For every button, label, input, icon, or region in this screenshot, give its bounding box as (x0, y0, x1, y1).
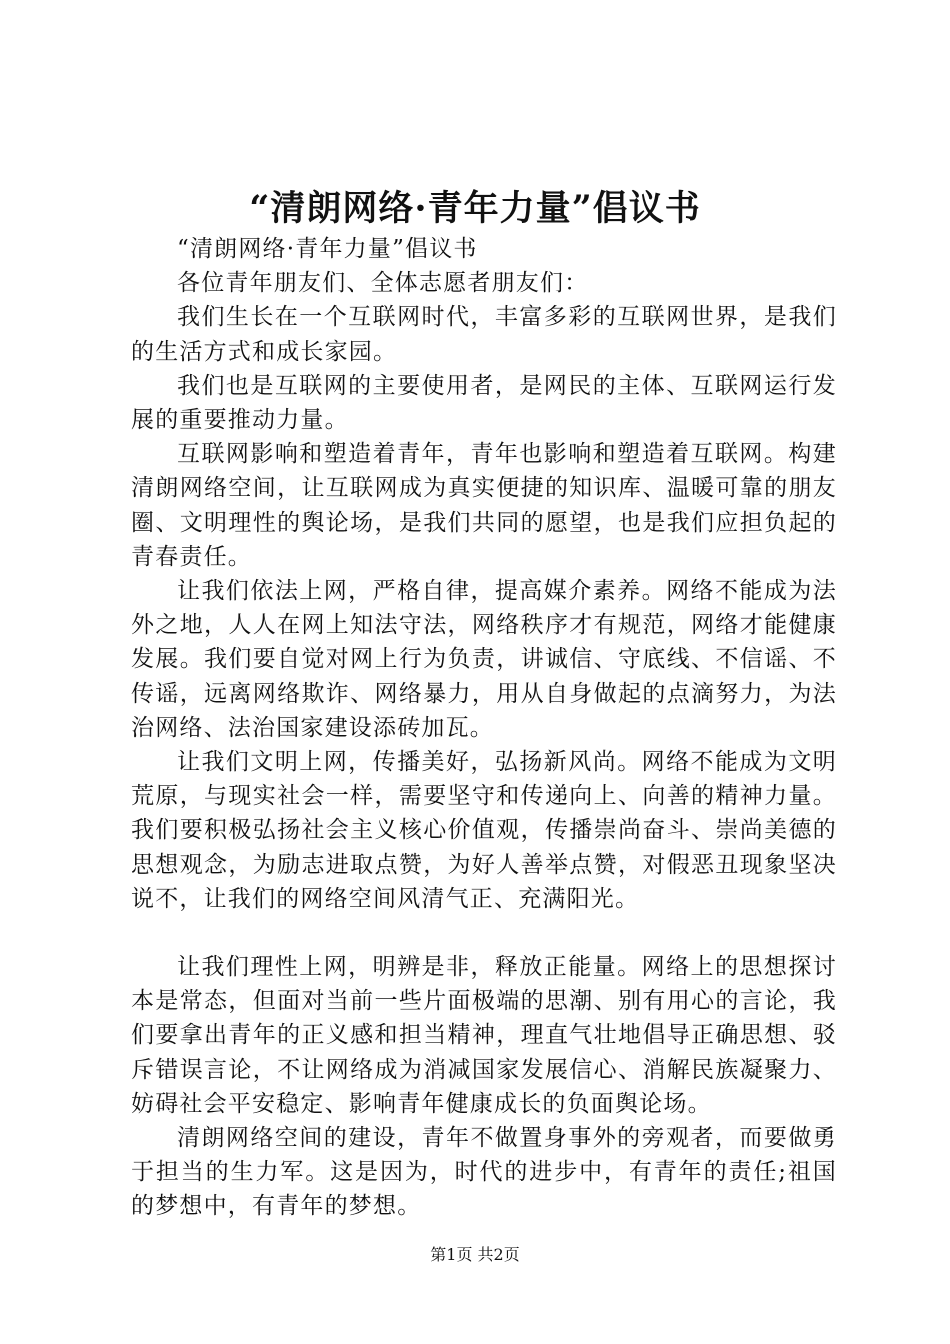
paragraph: 让我们理性上网，明辨是非，释放正能量。网络上的思想探讨本是常态，但面对当前一些片面极端的思潮、别有用心的言论，我们要拿出青年的正义感和担当精神，理直气壮地倡导正确思想、驳斥错误言论，不让网络成为消减国家发展信心、消解民族凝聚力、妨碍社会平安稳定、影响青年健康成长的负面舆论场。 (131, 954, 837, 1117)
document-title: “清朗网络·青年力量”倡议书 (249, 188, 701, 229)
paragraph: 互联网影响和塑造着青年，青年也影响和塑造着互联网。构建清朗网络空间，让互联网成为真实便捷的知识库、温暖可靠的朋友圈、文明理性的舆论场，是我们共同的愿望，也是我们应担负起的青春责任。 (131, 441, 837, 570)
document-body (131, 232, 837, 1224)
salutation: 各位青年朋友们、全体志愿者朋友们： (177, 270, 589, 297)
paragraph: 我们也是互联网的主要使用者，是网民的主体、互联网运行发展的重要推动力量。 (131, 372, 837, 434)
document-subtitle: “清朗网络·青年力量”倡议书 (177, 236, 478, 262)
page-footer: 第1页 共2页 (430, 1245, 520, 1264)
paragraph: 我们生长在一个互联网时代，丰富多彩的互联网世界，是我们的生活方式和成长家园。 (131, 304, 837, 365)
paragraph: 让我们依法上网，严格自律，提高媒介素养。网络不能成为法外之地，人人在网上知法守法，网络秩序才有规范，网络才能健康发展。我们要自觉对网上行为负责，讲诚信、守底线、不信谣、不传谣，远离网络欺诈、网络暴力，用从自身做起的点滴努力，为法治网络、法治国家建设添砖加瓦。 (131, 578, 837, 741)
paragraph: 让我们文明上网，传播美好，弘扬新风尚。网络不能成为文明荒原，与现实社会一样，需要坚守和传递向上、向善的精神力量。我们要积极弘扬社会主义核心价值观，传播崇尚奋斗、崇尚美德的思想观念，为励志进取点赞，为好人善举点赞，对假恶丑现象坚决说不，让我们的网络空间风清气正、充满阳光。 (131, 749, 837, 912)
paragraph: 清朗网络空间的建设，青年不做置身事外的旁观者，而要做勇于担当的生力军。这是因为，时代的进步中，有青年的责任;祖国的梦想中，有青年的梦想。 (131, 1125, 837, 1220)
